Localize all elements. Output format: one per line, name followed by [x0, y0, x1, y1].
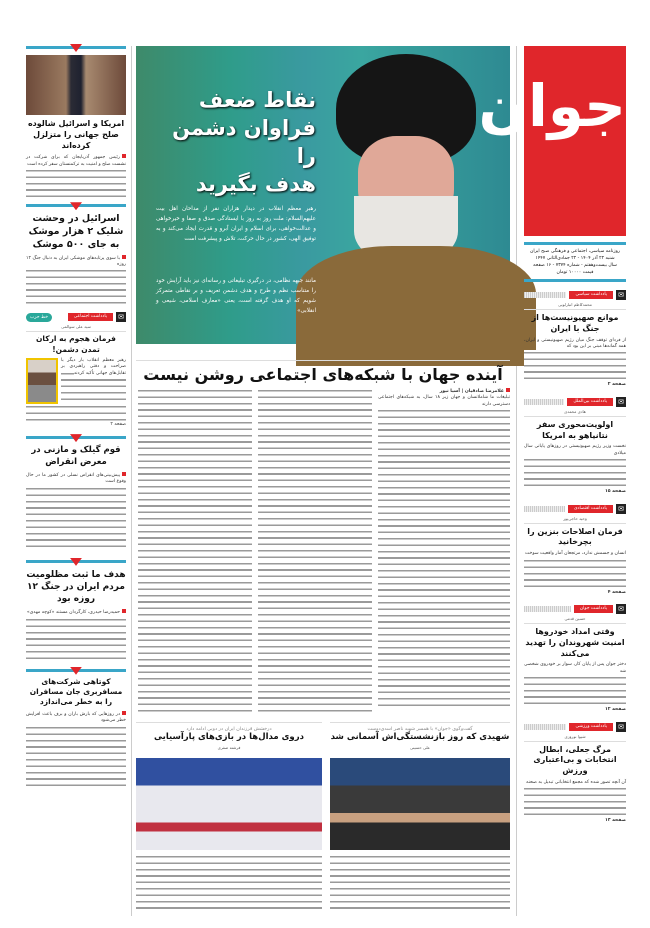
byline: شیوا نوروزی [524, 734, 626, 742]
page-ref: صفحه ۱۲ [604, 707, 626, 713]
headline: فرمان اصلاحات بنزین را بچرخانید [527, 526, 623, 547]
page-ref: صفحه ۲ [110, 421, 126, 427]
hero-headline-line: هدف بگیرید [195, 172, 316, 196]
hero-image [136, 46, 510, 344]
article-text-lines [378, 408, 510, 708]
hero-lead: رهبر معظم انقلاب در دیدار هزاران نفر از مداحان اهل بیت علیهم‌السلام: ملت روز به روز با ایستادگی صدق و صفا و خیرخواهی و عدالت‌خواهی، برای اسلام و ایران آبرو و قدرت ایجاد می‌کند و به توفیق الهی، کشور در حال حرکت، تلاش و پیشرفت است [156, 206, 316, 242]
kicker: درخشش فرزندان ایران در دوبی ادامه دارد [186, 727, 272, 732]
opinion-item [524, 290, 626, 389]
article-text: رئیس جمهور آذربایجان که برای شرکت در نشست صلح و امنیت به ترکمنستان سفر کرده است [26, 155, 126, 167]
byline: غلامرضا صادقیان | آسیا نیوز [439, 389, 504, 394]
byline: وحید حاجی‌پور [524, 516, 626, 524]
section-label: یادداشت سیاسی [569, 291, 613, 299]
opinion-item [524, 604, 626, 714]
headline: قوم گیلک و مازنی در معرض انقراض [31, 445, 121, 467]
masthead-logo: جوان [524, 46, 626, 236]
section-label: یادداشت ورزشی [569, 723, 613, 731]
headline: کوتاهی شرکت‌های مسافربری جان مسافران را به خطر می‌اندازد [29, 676, 123, 706]
article-text: دختر جوان پس از پایان کار، سوار بر خودروی شخصی شد [524, 662, 626, 674]
byline: علی حسینی [409, 745, 431, 751]
date-line: شنبه ۲۲ آذر ۱۴۰۴ - ۲۲ جمادی‌الثانی ۱۴۴۷ [535, 256, 615, 261]
article-text: رهبر معظم انقلاب بار دیگر با صراحت و دقتی راهبردی بر تقابل‌های جهانی تأکید کردند [61, 357, 126, 376]
opinion-item [524, 504, 626, 596]
divider [26, 46, 126, 49]
article-text: حمیدرضا حیدری، کارگردان مستند «کوچه مهدی» [26, 610, 120, 616]
hero-headline-line: فراوان دشمن را [172, 116, 316, 168]
headline: وقتی امداد خودروها امنیت شهروندان را تهدید می‌کنند [525, 627, 625, 658]
issue-line: سال بیست‌وهفتم - شماره ۷۳۷۴ - ۱۶ صفحه [533, 263, 617, 268]
headline: دروی مدال‌ها در بازی‌های پارآسیایی [154, 732, 304, 742]
page-ref: صفحه ۱۳ [604, 818, 626, 824]
article-text: آن آنچه تصور شده که مجمع انتخاباتی تبدیل به صحنه [526, 780, 626, 786]
byline: سید علی سوالمی [26, 324, 126, 332]
section-label: یادداشت جوان [574, 605, 613, 613]
page-ref: صفحه ۴ [607, 589, 626, 595]
page-ref: صفحه ۱۵ [604, 489, 626, 495]
mail-icon: ✉ [616, 290, 626, 300]
headline: امریکا و اسرائیل شالوده صلح جهانی را متزلزل کرده‌اند [27, 119, 125, 150]
portrait-cloak [296, 246, 536, 366]
article-text: پیش‌بینی‌های انقراض نسلی در کشور ما در حال وقوع است [26, 473, 126, 485]
headline: اولویت‌محوری سفر نتانیاهو به امریکا [536, 419, 614, 440]
hero-lead: مانند جبهه نظامی، در درگیری تبلیغاتی و رسانه‌ای نیز باید آرایش خود را متناسب نظم و طرح و هدف دشمن تعریف و بر نقاطی متمرکز شویم که او هدف گرفته است، یعنی «معارف اسلامی، شیعی و انقلابی» [156, 278, 316, 314]
headline: مرگ جعلی، ابطال انتخابات و بی‌اعتباری ورزش [533, 744, 617, 776]
main-headline: آینده جهان با شبکه‌های اجتماعی روشن نیست [143, 365, 503, 384]
photo-athletes [136, 758, 322, 850]
photo-handshake [26, 55, 126, 115]
left-column: امریکا و اسرائیل شالوده صلح جهانی را متزلزل کرده‌اند رئیس جمهور آذربایجان که برای شرکت در نشست صلح و امنیت به ترکمنستان سفر کرده است اسرائیل در وحشت شلیک ۲ هزار موشک به جای ۵۰۰ موشک با سوی پرتابه‌های موشکی ایران به دنبال جنگ ۱۲ روزه ✉ یادداشت اجتماعی خط حزب سید علی سوالمی فرمان هجوم به ارکان تمدن دشمن! رهبر معظم انقلاب بار دیگر با صراحت و دقتی راهبردی بر تقابل‌های جهانی تأکید کردند صفحه ۲ قوم گیلک و مازنی در معرض انقراض پیش‌بینی‌های انقراض نسلی در کشور ما در حال وقوع است هدف ما ثبت مظلومیت مردم ایران در جنگ ۱۲ روزه بود حمیدرضا حیدری، کارگردان مستند «کوچه مهدی» کوتاهی شرکت‌های مسافربری جان مسافران را به خطر می‌اندازد در روزهایی که بارش باران و برف باعث افزایش خطر می‌شود [26, 46, 126, 787]
opinion-item [524, 397, 626, 496]
article-text: انسان و جسمش ندارد، مرتجعان آمار واقعیت سوخت [525, 551, 626, 557]
hero-headline-line: نقاط ضعف [198, 88, 316, 112]
byline: هادی محمدی [524, 409, 626, 417]
article-text: نخست وزیر رژیم صهیونیستی در روزهای پایانی سال میلادی [524, 444, 626, 456]
headline: فرمان هجوم به ارکان تمدن دشمن! [36, 334, 116, 354]
photo-funeral [330, 758, 510, 850]
section-label: یادداشت بین‌الملل [567, 398, 613, 406]
headline: هدف ما ثبت مظلومیت مردم ایران در جنگ ۱۲ روزه بود [26, 569, 126, 605]
byline: حسین قدمی [524, 616, 626, 624]
mail-icon: ✉ [616, 504, 626, 514]
mail-icon: ✉ [616, 722, 626, 732]
article-text: از فردای توقف جنگ میان رژیم صهیونیستی و ایران، همه گمانه‌ها مبنی بر این بود که [524, 337, 626, 349]
section-label: یادداشت اجتماعی [68, 313, 113, 321]
article-text: در روزهایی که بارش باران و برف باعث افزایش خطر می‌شود [26, 712, 126, 724]
badge-logo: خط حزب [26, 313, 52, 322]
tagline: روزنامه سیاسی، اجتماعی و فرهنگی صبح ایران [529, 249, 621, 254]
mail-icon: ✉ [616, 397, 626, 407]
byline: فرشته صفری [217, 745, 241, 751]
headline: اسرائیل در وحشت شلیک ۲ هزار موشک به جای ۵۰۰ موشک [28, 213, 124, 250]
article-text: تبلیغات ما شاملانسان و جهان زیر ۱۸ سال، به شبکه‌های اجتماعی دسترسی دارند [378, 395, 510, 407]
byline: محمدکاظم انبارلویی [524, 302, 626, 310]
price: قیمت ۱۰۰۰۰ تومان [556, 270, 594, 275]
opinion-item [524, 722, 626, 825]
article-text: با سوی پرتابه‌های موشکی ایران به دنبال جنگ ۱۲ روزه [26, 255, 126, 268]
headline: شهیدی که روز بازنشستگی‌اش آسمانی شد [330, 732, 510, 742]
main-story-column [378, 388, 510, 708]
headline: موانع صهیونیست‌ها از جنگ با ایران [531, 313, 619, 333]
mail-icon: ✉ [616, 604, 626, 614]
page-ref: صفحه ۲ [607, 382, 626, 388]
author-photo [26, 358, 58, 404]
kicker: گفت‌وگوی «جوان» با همسر شهید ناصر اسدی‌دوست [367, 727, 473, 732]
section-label: یادداشت اقتصادی [568, 505, 613, 513]
